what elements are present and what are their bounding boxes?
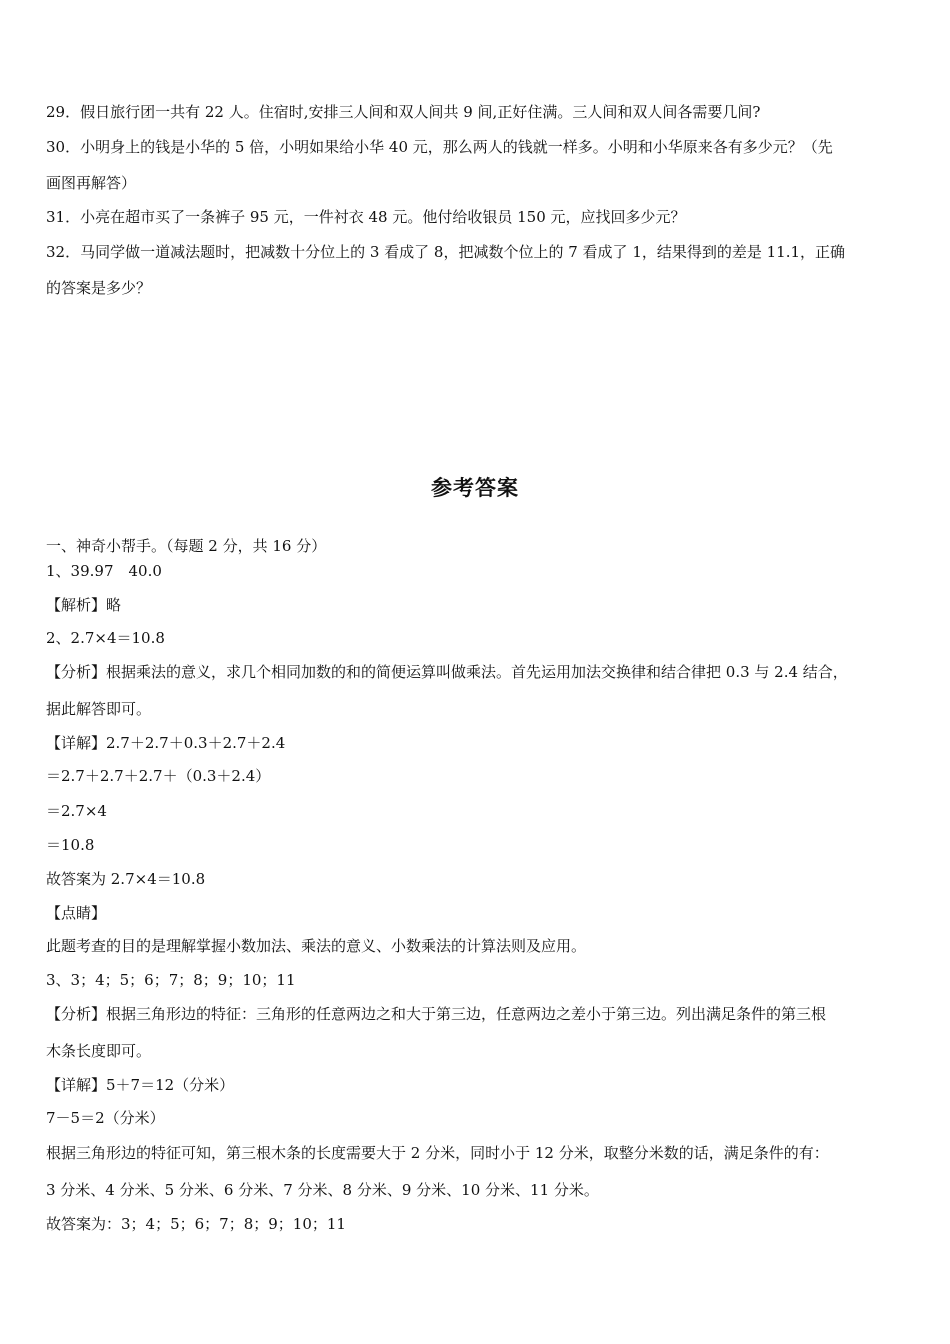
answer-3: 3、3；4；5；6；7；8；9；10；11 — [46, 971, 296, 989]
question-30-line-2: 画图再解答） — [46, 174, 137, 192]
question-29: 29．假日旅行团一共有 22 人。住宿时,安排三人间和双人间共 9 间,正好住满。三人间和双人间各需要几间? — [46, 103, 761, 121]
answer-2-analysis-line-2: 据此解答即可。 — [46, 700, 152, 718]
answer-section-title: 参考答案 — [431, 476, 519, 500]
answer-2-conclusion: 故答案为 2.7×4＝10.8 — [46, 870, 206, 888]
question-32-line-2: 的答案是多少？ — [46, 279, 152, 297]
answer-3-analysis-line-1: 【分析】根据三角形边的特征：三角形的任意两边之和大于第三边，任意两边之差小于第三边。列出满足条件的第三根 — [46, 1005, 827, 1023]
question-31: 31．小亮在超市买了一条裤子 95 元，一件衬衣 48 元。他付给收银员 150 元，应找回多少元？ — [46, 208, 686, 226]
answer-3-detail-line-1: 【详解】5＋7＝12（分米） — [46, 1076, 235, 1094]
answer-3-detail-line-2: 7－5＝2（分米） — [46, 1109, 165, 1127]
answer-2-comment-label: 【点睛】 — [46, 904, 107, 922]
answer-2-analysis-line-1: 【分析】根据乘法的意义，求几个相同加数的和的简便运算叫做乘法。首先运用加法交换律和结合律把 0.3 与 2.4 结合， — [46, 663, 848, 681]
answer-2-comment: 此题考查的目的是理解掌握小数加法、乘法的意义、小数乘法的计算法则及应用。 — [46, 937, 587, 955]
answer-3-detail-line-4: 3 分米、4 分米、5 分米、6 分米、7 分米、8 分米、9 分米、10 分米、11 分米。 — [46, 1181, 599, 1199]
answer-1-analysis: 【解析】略 — [46, 596, 122, 614]
question-30-line-1: 30．小明身上的钱是小华的 5 倍，小明如果给小华 40 元，那么两人的钱就一样多。小明和小华原来各有多少元？（先 — [46, 138, 833, 156]
answer-2: 2、2.7×4＝10.8 — [46, 629, 165, 647]
question-32-line-1: 32．马同学做一道减法题时，把减数十分位上的 3 看成了 8，把减数个位上的 7 看成了 1，结果得到的差是 11.1，正确 — [46, 243, 846, 261]
answer-3-conclusion: 故答案为：3；4；5；6；7；8；9；10；11 — [46, 1215, 346, 1233]
answer-2-detail-line-4: ＝10.8 — [46, 836, 95, 854]
answer-1: 1、39.97 40.0 — [46, 562, 162, 580]
answer-3-analysis-line-2: 木条长度即可。 — [46, 1042, 152, 1060]
answer-2-detail-line-1: 【详解】2.7＋2.7＋0.3＋2.7＋2.4 — [46, 734, 286, 752]
answer-2-detail-line-2: ＝2.7＋2.7＋2.7＋（0.3＋2.4） — [46, 767, 271, 785]
answer-section-heading: 一、神奇小帮手。（每题 2 分，共 16 分） — [46, 537, 327, 555]
answer-3-detail-line-3: 根据三角形边的特征可知，第三根木条的长度需要大于 2 分米，同时小于 12 分米，取整分米数的话，满足条件的有： — [46, 1144, 829, 1162]
answer-2-detail-line-3: ＝2.7×4 — [46, 802, 107, 820]
